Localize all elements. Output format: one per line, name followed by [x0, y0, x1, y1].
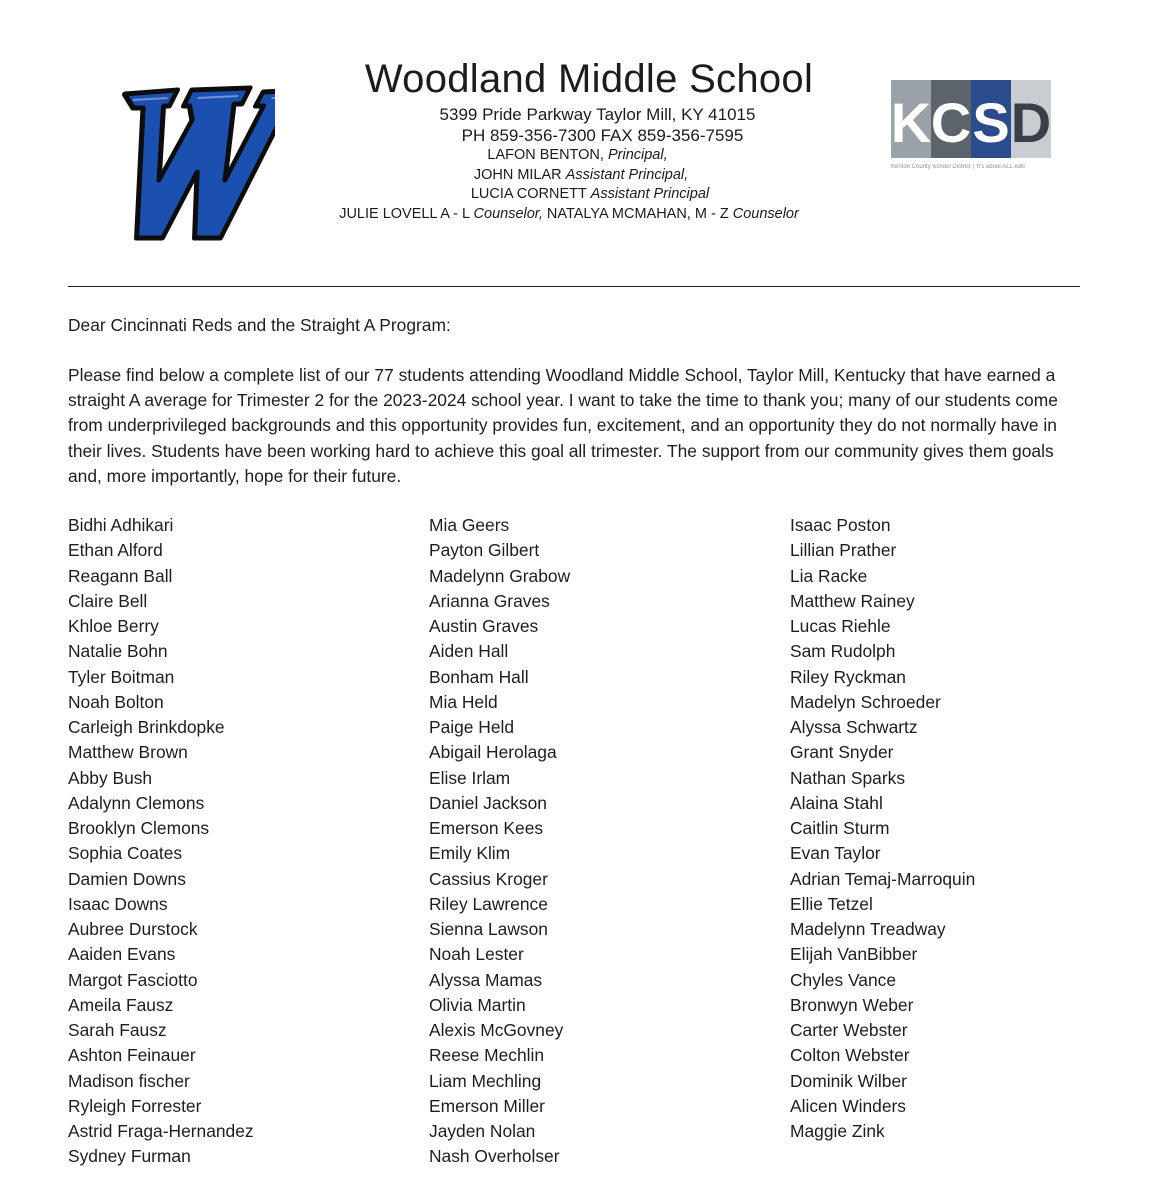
student-name: Sydney Furman: [68, 1146, 191, 1167]
student-name: Ashton Feinauer: [68, 1045, 196, 1066]
counselor-2-title: Counselor: [732, 205, 799, 222]
student-name: Bidhi Adhikari: [68, 515, 174, 535]
student-name: Nash Overholser: [429, 1146, 560, 1167]
letterhead: [290, 56, 860, 224]
student-name: Matthew Rainey: [790, 590, 915, 611]
student-name: Isaac Poston: [790, 515, 891, 535]
student-name: Aubree Durstock: [68, 919, 198, 939]
student-name: Caitlin Sturm: [790, 818, 890, 838]
svg-text:S: S: [972, 91, 1010, 154]
assistant-principal-line-2: [320, 185, 860, 205]
kcsd-logo: [891, 80, 1053, 176]
student-name: Nathan Sparks: [790, 767, 906, 788]
student-name: Claire Bell: [68, 590, 148, 611]
student-name: Colton Webster: [790, 1045, 910, 1066]
student-name: Madison fischer: [68, 1070, 190, 1091]
student-name: Lucas Riehle: [790, 616, 891, 636]
student-name: Khloe Berry: [68, 616, 159, 636]
school-name: Woodland Middle School: [364, 57, 814, 101]
student-name: Alyssa Schwartz: [790, 717, 918, 737]
student-name: Madelynn Grabow: [429, 565, 571, 586]
student-name: Mia Held: [429, 691, 498, 712]
student-name: Liam Mechling: [429, 1070, 542, 1091]
student-name: Austin Graves: [429, 616, 539, 636]
student-name: Cassius Kroger: [429, 868, 548, 889]
school-address: 5399 Pride Parkway Taylor Mill, KY 41015: [439, 105, 756, 124]
counselor-1-name: JULIE LOVELL A - L: [339, 205, 470, 222]
student-name: Olivia Martin: [429, 994, 526, 1015]
school-phone-fax: PH 859-356-7300 FAX 859-356-7595: [461, 126, 744, 145]
student-name: Paige Held: [429, 717, 515, 737]
student-name: Maggie Zink: [790, 1121, 885, 1141]
student-name: Ameila Fausz: [68, 994, 174, 1015]
student-name: Reese Mechlin: [429, 1045, 545, 1066]
student-name: Sienna Lawson: [429, 919, 548, 939]
student-name: Ellie Tetzel: [790, 893, 873, 914]
student-name: Abby Bush: [68, 767, 153, 788]
student-name: Natalie Bohn: [68, 641, 168, 662]
kcsd-logo-mark: [891, 80, 1053, 164]
student-name: Noah Lester: [429, 944, 524, 965]
kcsd-tagline: Kenton County School District | 'It's about ALL kids': [891, 164, 1027, 170]
svg-text:C: C: [930, 91, 972, 154]
student-list-column-2: [429, 513, 570, 1170]
student-name: Evan Taylor: [790, 843, 881, 864]
student-name: Chyles Vance: [790, 969, 897, 990]
student-name: Lillian Prather: [790, 540, 897, 561]
student-name: Sam Rudolph: [790, 641, 896, 662]
student-name: Elise Irlam: [429, 767, 511, 788]
header-divider: [68, 286, 1080, 287]
student-name: Aiden Hall: [429, 641, 509, 662]
student-list-column-1: [68, 513, 254, 1170]
student-name: Noah Bolton: [68, 691, 164, 712]
student-name: Margot Fasciotto: [68, 969, 198, 990]
student-name: Jayden Nolan: [429, 1121, 536, 1141]
student-name: Elijah VanBibber: [790, 944, 918, 965]
principal-name: LAFON BENTON,: [487, 147, 604, 163]
student-name: Damien Downs: [68, 868, 186, 889]
assistant-principal-2-title: Assistant Principal: [590, 186, 710, 202]
assistant-principal-line-1: [302, 166, 860, 186]
student-name: Reagann Ball: [68, 565, 173, 586]
student-name: Riley Lawrence: [429, 893, 548, 914]
student-name: Payton Gilbert: [429, 540, 540, 561]
assistant-principal-1-title: Assistant Principal,: [565, 166, 689, 183]
svg-text:D: D: [1010, 91, 1052, 154]
student-name: Brooklyn Clemons: [68, 818, 210, 838]
student-name: Emily Klim: [429, 843, 511, 864]
counselor-2-name: NATALYA MCMAHAN, M - Z: [546, 205, 729, 222]
student-name: Adrian Temaj-Marroquin: [790, 868, 976, 889]
assistant-principal-1-name: JOHN MILAR: [473, 166, 562, 183]
letter-paragraph: Please find below a complete list of our 77 students attending Woodland Middle School, Taylor Mill, Kentucky that have earned a straight A average for Trimester 2 for the 2023-2024 school year. I want to take the time to thank you; many of our students come from underprivileged backgrounds and this opportunity provides fun, excitement, and an opportunity they do not normally have in their lives. Students have been working hard to achieve this goal all trimester. The support from our community gives them goals and, more importantly, hope for their future.: [68, 365, 1058, 486]
woodland-w-logo: [105, 72, 275, 242]
assistant-principal-2-name: LUCIA CORNETT: [470, 186, 587, 202]
principal-line: [295, 146, 860, 166]
counselor-1-title: Counselor,: [473, 205, 543, 222]
student-name: Daniel Jackson: [429, 792, 547, 813]
student-name: Sophia Coates: [68, 843, 183, 864]
student-name: Adalynn Clemons: [68, 792, 205, 813]
student-name: Emerson Kees: [429, 818, 544, 838]
student-name: Madelyn Schroeder: [790, 691, 941, 712]
letter-greeting: Dear Cincinnati Reds and the Straight A Program:: [68, 315, 451, 335]
student-name: Alaina Stahl: [790, 792, 883, 813]
student-name: Matthew Brown: [68, 742, 188, 763]
student-name: Abigail Herolaga: [429, 742, 557, 763]
student-name: Alyssa Mamas: [429, 969, 543, 990]
student-list-column-3: [790, 513, 975, 1144]
student-name: Mia Geers: [429, 515, 510, 535]
student-name: Riley Ryckman: [790, 666, 906, 687]
svg-text:K: K: [891, 91, 932, 154]
principal-title: Principal,: [607, 147, 668, 163]
student-name: Sarah Fausz: [68, 1020, 167, 1040]
student-name: Alexis McGovney: [429, 1020, 564, 1040]
student-name: Bonham Hall: [429, 666, 529, 687]
student-name: Grant Snyder: [790, 742, 894, 763]
student-name: Carter Webster: [790, 1020, 908, 1040]
student-name: Aaiden Evans: [68, 944, 176, 965]
student-name: Arianna Graves: [429, 590, 550, 611]
student-name: Alicen Winders: [790, 1095, 906, 1116]
student-name: Lia Racke: [790, 565, 868, 586]
student-name: Tyler Boitman: [68, 666, 175, 687]
student-name: Ethan Alford: [68, 540, 163, 561]
counselors-line: [278, 205, 860, 225]
student-name: Isaac Downs: [68, 893, 168, 914]
student-name: Ryleigh Forrester: [68, 1095, 202, 1116]
student-name: Dominik Wilber: [790, 1070, 907, 1091]
student-name: Astrid Fraga-Hernandez: [68, 1121, 254, 1141]
student-name: Carleigh Brinkdopke: [68, 717, 225, 737]
student-name: Bronwyn Weber: [790, 994, 914, 1015]
student-name: Madelynn Treadway: [790, 919, 946, 939]
student-name: Emerson Miller: [429, 1095, 545, 1116]
